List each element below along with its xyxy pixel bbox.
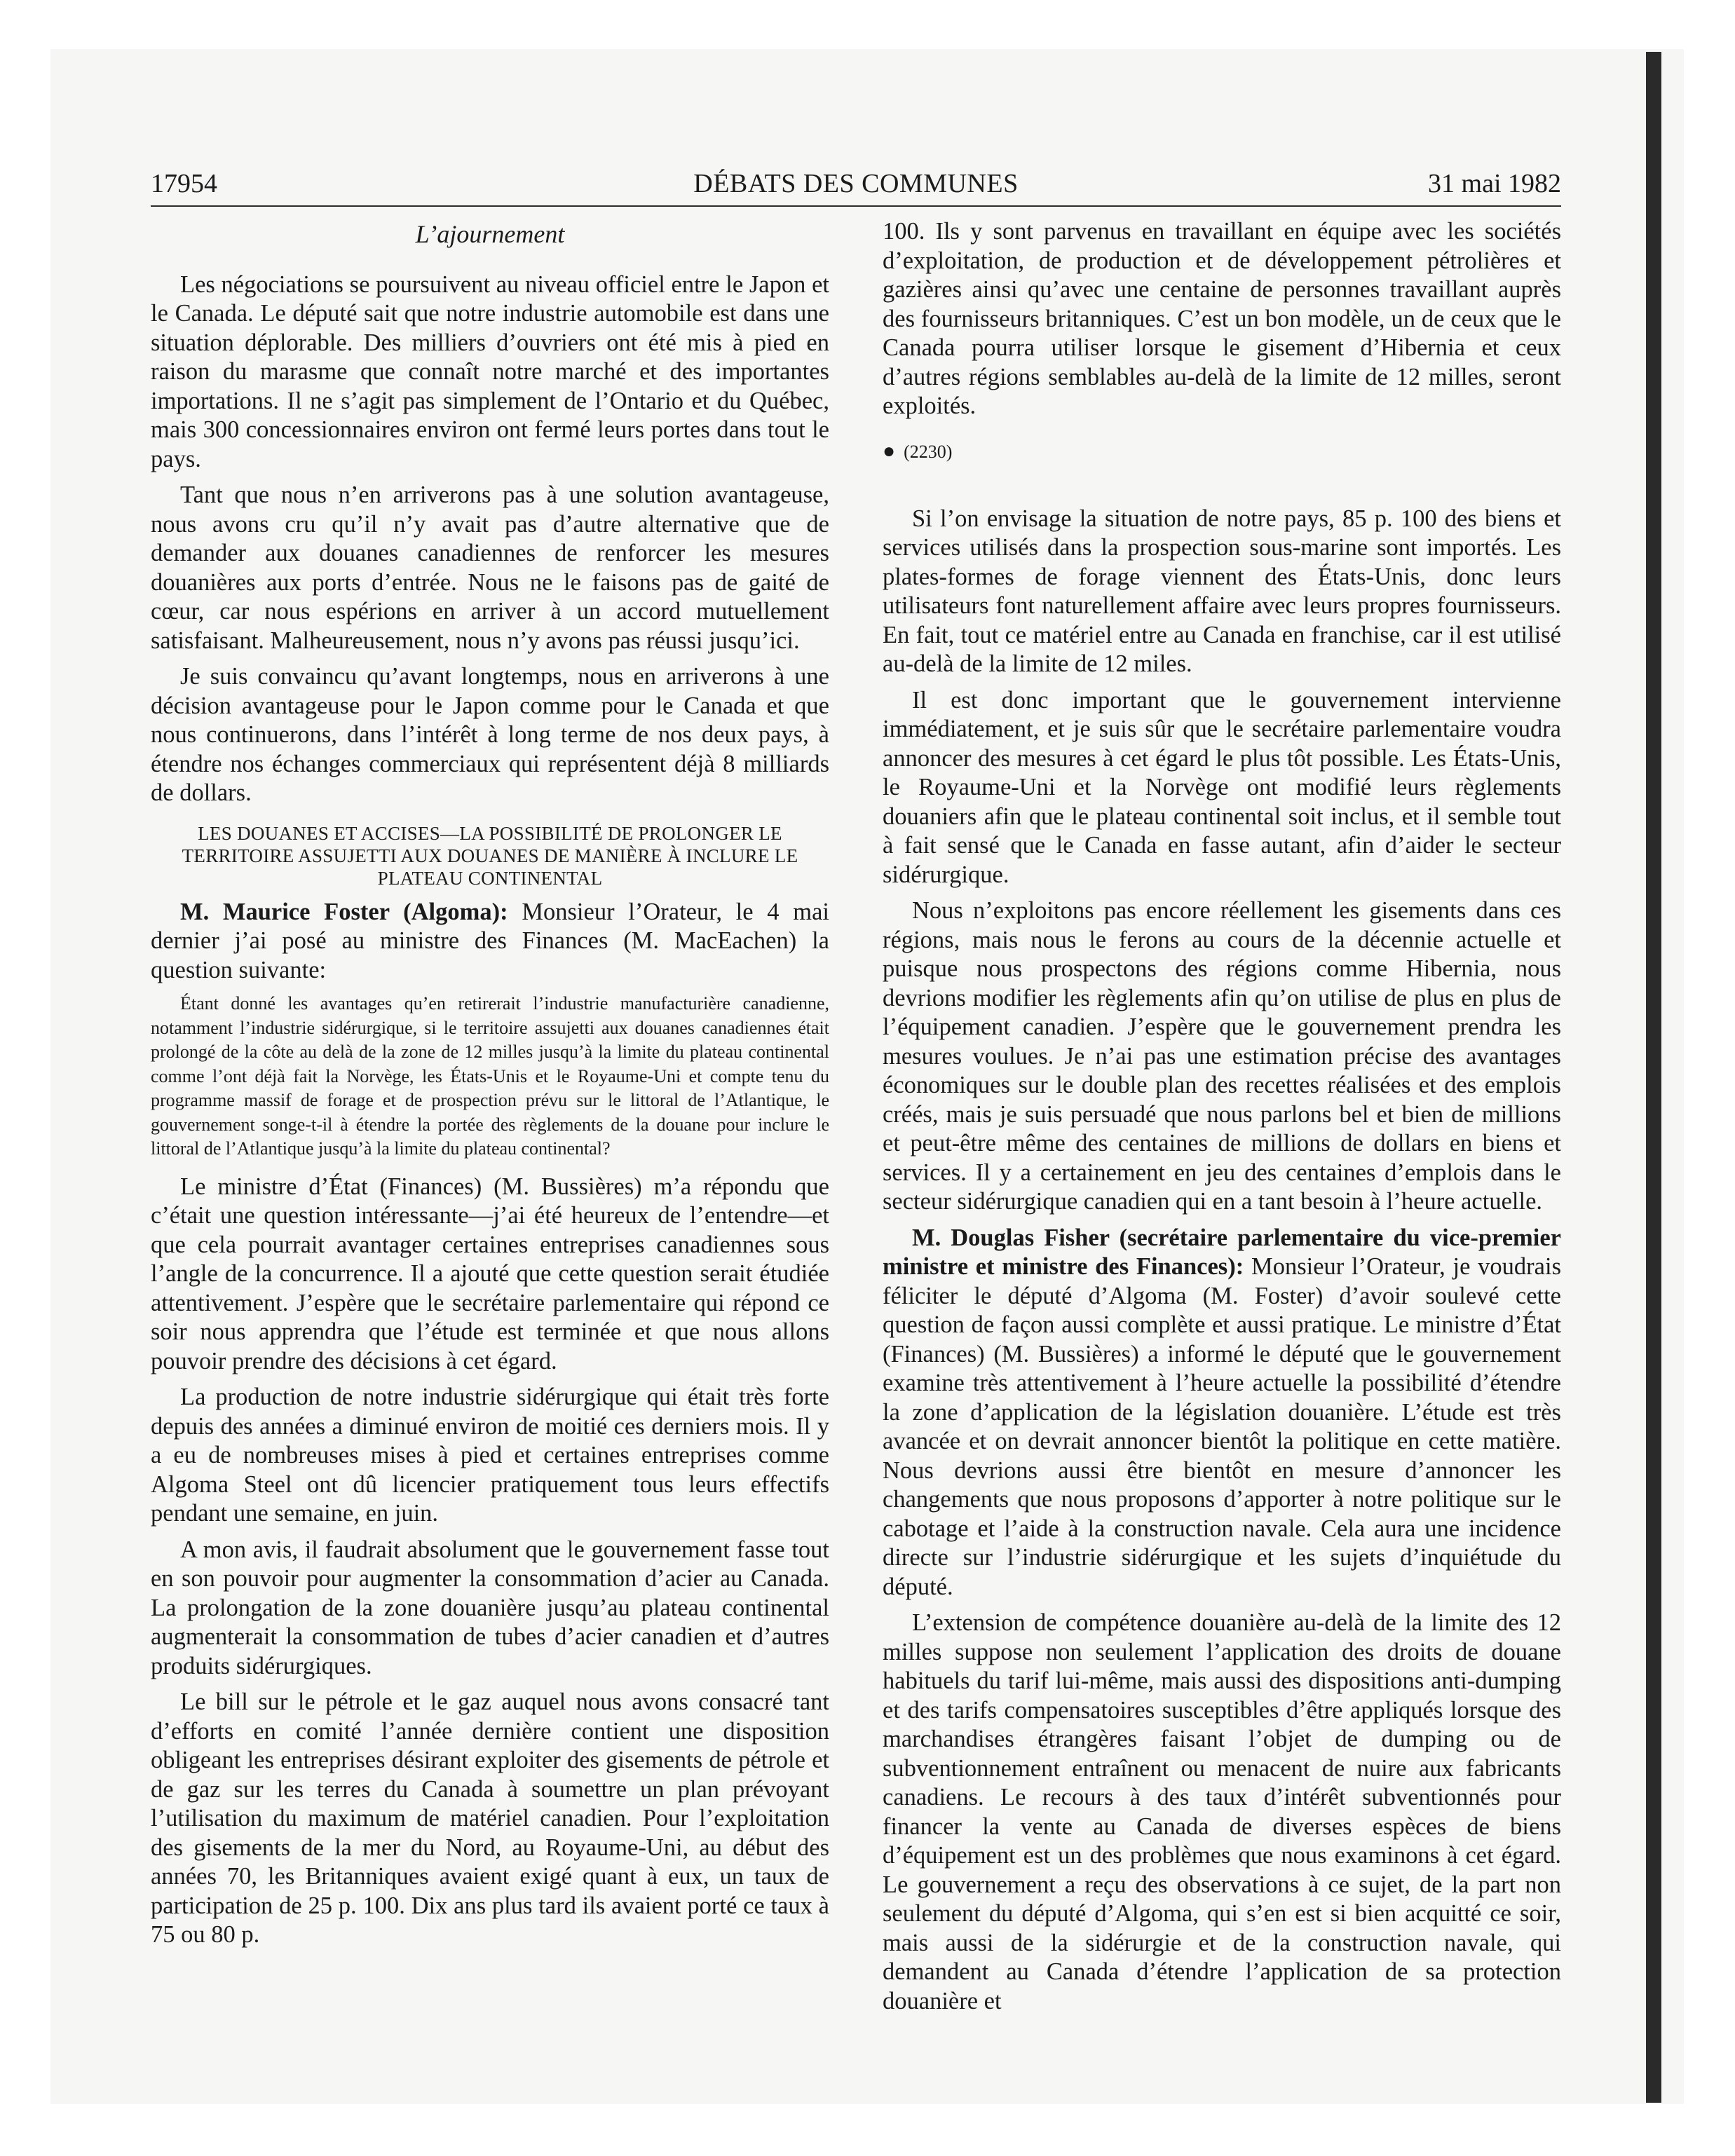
page-header (151, 165, 1561, 202)
paragraph: Nous n’exploitons pas encore réellement les gisements dans ces régions, mais nous le ferons au cours de la décennie actuelle et puisque nous prospectons des régions comme Hibernia, nous devrions modifier les règlements afin qu’on utilise de plus en plus de l’équipement canadien. J’espère que le gouvernement prendra les mesures voulues. Je n’ai pas une estimation précise des avantages économiques sur le double plan des recettes réalisées et des emplois créés, mais je suis persuadé que nous parlons bel et bien de millions et peut-être même des centaines de millions de dollars en biens et services. Il y a certainement en jeu des centaines d’emplois dans le secteur sidérurgique canadien qui en a tant besoin à l’heure actuelle. (883, 897, 1561, 1215)
paragraph: Je suis convaincu qu’avant longtemps, nous en arriverons à une décision avantageuse pour le Japon comme pour le Canada et que nous continuerons, dans l’intérêt à long terme de nos deux pays, à étendre nos échanges commerciaux qui représentent déjà 8 milliards de dollars. (151, 663, 829, 806)
paragraph: L’extension de compétence douanière au-delà de la limite des 12 milles suppose non seulement l’application des droits de douane habituels du tarif lui-même, mais aussi des dispositions anti-dumping et des tarifs compensatoires susceptibles d’être appliqués lorsque des marchandises étrangères faisant l’objet de dumping ou de subventionnement entraînent ou menacent de nuire aux fabricants canadiens. Le recours à des taux d’intérêt subventionnés pour financer la vente au Canada de diverses espèces de biens d’équipement est un des problèmes que nous examinons à cet égard. Le gouvernement a reçu des observations à ce sujet, de la part non seulement du député d’Algoma, qui s’en est si bien acquitté ce soir, mais aussi de la sidérurgie et de la construction navale, qui demandent au Canada d’étendre l’application de sa protection douanière et (883, 1609, 1561, 2014)
quoted-question: Étant donné les avantages qu’en retirerait l’industrie manufacturière canadienne, notamment l’industrie sidérurgique, si le territoire assujetti aux douanes canadiennes était prolongé de la côte au delà de la zone de 12 milles jusqu’à la limite du plateau continental comme l’ont déjà fait la Norvège, les États-Unis et le Royaume-Uni et compte tenu du programme massif de forage et de prospection prévu sur le littoral de l’Atlantique, le gouvernement songe-t-il à étendre la portée des règlements de la douane pour inclure le littoral de l’Atlantique jusqu’à la limite du plateau continental? (151, 993, 829, 1159)
binding-edge (1646, 52, 1661, 2103)
speech-paragraph (883, 1224, 1561, 1602)
header-rule (151, 205, 1561, 207)
paragraph: Si l’on envisage la situation de notre pays, 85 p. 100 des biens et services utilisés dans la prospection sous-marine sont importés. Les plates-formes de forage viennent des États-Unis, donc leurs utilisateurs font naturellement affaire avec leurs propres fournisseurs. En fait, tout ce matériel entre au Canada en franchise, car il est utilisé au-delà de la limite de 12 miles. (883, 505, 1561, 677)
paragraph: Les négociations se poursuivent au niveau officiel entre le Japon et le Canada. Le député sait que notre industrie automobile est dans une situation déplorable. Des milliers d’ouvriers ont été mis à pied en raison du marasme que connaît notre marché et des importantes importations. Il ne s’agit pas simplement de l’Ontario et du Québec, mais 300 concessionnaires environ ont fermé leurs portes dans tout le pays. (151, 271, 829, 472)
speech-text: Monsieur l’Orateur, je voudrais féliciter le député d’Algoma (M. Foster) d’avoir soulevé cette question de façon aussi complète et aussi pratique. Le ministre d’État (Finances) (M. Bussières) a informé le député que le gouvernement examine très attentivement à l’heure actuelle la possibilité d’étendre la zone d’application de la législation douanière. L’étude est très avancée et on devrait annoncer bientôt la politique en cette matière. Nous devrions aussi être bientôt en mesure d’annoncer les changements que nous proposons d’apporter à notre politique sur le cabotage et l’aide à la construction navale. Cela aura une incidence directe sur l’industrie sidérurgique et les sujets d’inquiétude du député. (883, 1253, 1561, 1600)
page-date: 31 mai 1982 (1428, 169, 1561, 198)
paragraph: Tant que nous n’en arriverons pas à une solution avantageuse, nous avons cru qu’il n’y avait pas d’autre alternative que de demander aux douanes canadiennes de renforcer les mesures douanières aux ports d’entrée. Nous ne le faisons pas de gaité de cœur, car nous espérions en arriver à un accord mutuellement satisfaisant. Malheureusement, nous n’y avons pas réussi jusqu’ici. (151, 482, 829, 654)
time-marker-text: (2230) (904, 441, 953, 462)
paragraph: Le ministre d’État (Finances) (M. Bussières) m’a répondu que c’était une question intéressante—j’ai été heureux de l’entendre—et que cela pourrait avantager certaines entreprises canadiennes sous l’angle de la concurrence. Il a ajouté que cette question serait étudiée attentivement. J’espère que le secrétaire parlementaire qui répond ce soir nous apprendra que l’étude est terminée et que nous allons pouvoir prendre des décisions à cet égard. (151, 1173, 829, 1374)
publication-title: DÉBATS DES COMMUNES (693, 169, 1019, 198)
right-column (883, 217, 1561, 2040)
paragraph: A mon avis, il faudrait absolument que le gouvernement fasse tout en son pouvoir pour augmenter la consommation d’acier au Canada. La prolongation de la zone douanière jusqu’au plateau continental augmenterait la consommation de tubes d’acier canadien et d’autres produits sidérurgiques. (151, 1536, 829, 1679)
time-marker (883, 441, 1561, 463)
speaker-name: M. Douglas Fisher (secrétaire parlementaire du vice-premier ministre et ministre des Finances): (883, 1224, 1561, 1280)
section-title: L’ajournement (415, 220, 565, 248)
paragraph: 100. Ils y sont parvenus en travaillant en équipe avec les sociétés d’exploitation, de production et de développement pétrolières et gazières ainsi qu’avec une centaine de personnes travaillant auprès des fournisseurs britanniques. C’est un bon modèle, un de ceux que le Canada pourra utiliser lorsque le gisement d’Hibernia et ceux d’autres régions semblables au-delà de la limite de 12 milles, seront exploités. (883, 218, 1561, 419)
paragraph: La production de notre industrie sidérurgique qui était très forte depuis des années a diminué environ de moitié ces derniers mois. Il y a eu de nombreuses mises à pied et certaines entreprises comme Algoma Steel ont dû licencier pratiquement tous leurs effectifs pendant une semaine, en juin. (151, 1384, 829, 1527)
paragraph: Le bill sur le pétrole et le gaz auquel nous avons consacré tant d’efforts en comité l’année dernière contient une disposition obligeant les entreprises désirant exploiter des gisements de pétrole et de gaz sur les terres du Canada à soumettre un plan prévoyant l’utilisation du maximum de matériel canadien. Pour l’exploitation des gisements de la mer du Nord, au Royaume-Uni, au début des années 70, les Britanniques avaient exigé quant à eux, un taux de participation de 25 p. 100. Dix ans plus tard ils avaient porté ce taux à 75 ou 80 p. (151, 1688, 829, 1948)
paragraph: Il est donc important que le gouvernement intervienne immédiatement, et je suis sûr que le secrétaire parlementaire voudra annoncer des mesures à cet égard le plus tôt possible. Les États-Unis, le Royaume-Uni et la Norvège ont modifié leurs règlements douaniers afin que le plateau continental soit inclus, et il semble tout à fait sensé que le Canada en fasse autant, afin d’aider le secteur sidérurgique. (883, 686, 1561, 888)
speaker-name: M. Maurice Foster (Algoma): (180, 898, 508, 925)
topic-heading: LES DOUANES ET ACCISES—LA POSSIBILITÉ DE PROLONGER LE TERRITOIRE ASSUJETTI AUX DOUANES DE MANIÈRE À INCLURE LE PLATEAU CONTINENTAL (182, 822, 798, 889)
page-number: 17954 (151, 169, 217, 198)
speech-paragraph (151, 898, 829, 985)
left-column (151, 217, 829, 2040)
bullet-icon: ● (883, 439, 896, 463)
speech-text: Monsieur l’Orateur, le 4 mai dernier j’ai posé au ministre des Finances (M. MacEachen) la question suivante: (151, 898, 829, 983)
